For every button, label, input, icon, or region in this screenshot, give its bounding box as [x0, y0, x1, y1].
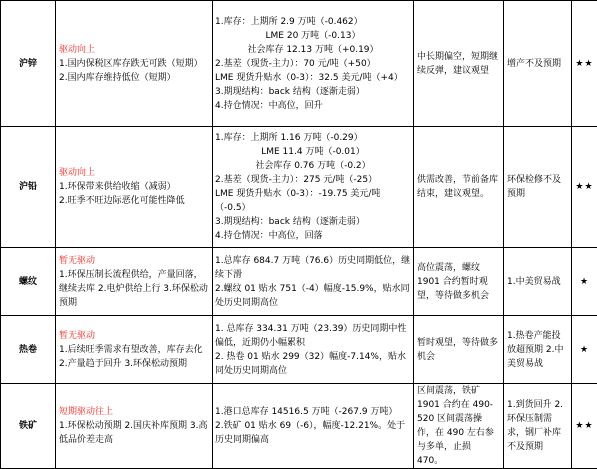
- driver-cell: [56, 127, 213, 248]
- data-line: 2.铁矿 01 贴水 69（-6），幅度-12.21%。处于历史同期偏高: [215, 419, 411, 447]
- data-cell: [213, 316, 414, 384]
- table-row: [1, 127, 597, 248]
- data-cell: [213, 384, 414, 469]
- strategy-cell: 高位震荡，螺纹 1901 合约暂时观望，等待做多机会: [414, 248, 504, 316]
- rating-stars: ★★: [572, 1, 597, 127]
- data-cell: [213, 248, 414, 316]
- strategy-cell: 供需改善，节前备库结束，建议观望。: [414, 127, 504, 248]
- data-line: 1.库存：上期所 2.9 万吨（-0.462）: [215, 15, 411, 29]
- data-line: LME 11.4 万吨（-0.01）: [215, 145, 411, 159]
- data-line: 3.期现结构：back 结构（逐渐走弱）: [215, 215, 411, 229]
- table-row: [1, 316, 597, 384]
- data-line: 4.持仓情况：中高位，回升: [215, 99, 411, 113]
- data-line: 社会库存 0.76 万吨（-0.2）: [215, 159, 411, 173]
- data-line: 社会库存 12.13 万吨（+0.19）: [215, 43, 411, 57]
- data-line: LME 20 万吨（-0.13）: [215, 29, 411, 43]
- data-line: 1.总库存 684.7 万吨（76.6）历史同期低位，继续下滑: [215, 254, 411, 282]
- driver-cell: [56, 248, 213, 316]
- strategy-cell: 中长期偏空，短期继续反弹，建议观望: [414, 1, 504, 127]
- data-line: 1.港口总库存 14516.5 万吨（-267.9 万吨）: [215, 405, 411, 419]
- driver-line: 1.后续旺季需求有望改善，库存去化 2.产量趋于回升 3.环保松动预期: [59, 343, 209, 371]
- risk-cell: 1.热卷产能投放超预期 2.中美贸易战: [504, 316, 572, 384]
- driver-line: 1.环保压制长流程供给，产量回落，继续去库 2.电炉供给上行 3.环保松动预期: [59, 268, 209, 310]
- data-line: 1. 总库存 334.31 万吨（23.39）历史同期中性偏低，近期仍小幅累积: [215, 322, 411, 350]
- driver-cell: [56, 384, 213, 469]
- commodity-name: 螺纹: [1, 248, 56, 316]
- data-line: LME 现货升贴水（0-3）：32.5 美元/吨（+4）: [215, 71, 411, 85]
- rating-stars: ★: [572, 248, 597, 316]
- rating-stars: ★★: [572, 384, 597, 469]
- data-line: 1.库存：上期所 1.16 万吨（-0.29）: [215, 131, 411, 145]
- table-row: [1, 384, 597, 469]
- driver-cell: [56, 1, 213, 127]
- driver-line: 1.国内保税区库存跌无可跌（短期）: [59, 57, 209, 71]
- rating-stars: ★: [572, 316, 597, 384]
- driver-line: 1.环保带来供给收缩（减弱）: [59, 180, 209, 194]
- driver-title: 暂无驱动: [59, 329, 209, 343]
- data-line: 3.期现结构：back 结构（逐渐走弱）: [215, 85, 411, 99]
- data-line: 2. 热卷 01 贴水 299（32）幅度-7.14%，贴水同处历史同期高位: [215, 350, 411, 378]
- commodity-name: 热卷: [1, 316, 56, 384]
- data-cell: [213, 1, 414, 127]
- table-row: [1, 248, 597, 316]
- data-line: 2.基差（现货-主力）：275 元/吨（-25）: [215, 173, 411, 187]
- data-line: LME 现货升贴水（0-3）：-19.75 美元/吨（-0.5）: [215, 187, 411, 215]
- commodity-name: 沪锌: [1, 1, 56, 127]
- risk-cell: 增产不及预期: [504, 1, 572, 127]
- risk-cell: 1.到货回升 2.环保压制需求，钢厂补库不及预期: [504, 384, 572, 469]
- driver-title: 短期驱动往上: [59, 405, 209, 419]
- data-line: 2.基差（现货-主力）：70 元/吨（+50）: [215, 57, 411, 71]
- strategy-cell: 区间震荡，铁矿 1901 合约在 490-520 区间震荡操作，在 490 左右参与多单，止损 470。: [414, 384, 504, 469]
- driver-cell: [56, 316, 213, 384]
- commodity-name: 铁矿: [1, 384, 56, 469]
- risk-cell: 环保检修不及预期: [504, 127, 572, 248]
- risk-cell: 1.中美贸易战: [504, 248, 572, 316]
- driver-line: 1.环保松动预期 2.国庆补库预期 3.高低品价差走高: [59, 419, 209, 447]
- data-cell: [213, 127, 414, 248]
- commodity-name: 沪铅: [1, 127, 56, 248]
- driver-title: 暂无驱动: [59, 254, 209, 268]
- data-line: 4.持仓情况：中高位，回落: [215, 229, 411, 243]
- driver-title: 驱动向上: [59, 43, 209, 57]
- driver-line: 2.国内库存维持低位（短期）: [59, 71, 209, 85]
- rating-stars: ★★: [572, 127, 597, 248]
- data-line: 2.螺纹 01 贴水 751（-4）幅度-15.9%，贴水同处历史同期高位: [215, 282, 411, 310]
- driver-title: 驱动向上: [59, 166, 209, 180]
- table-row: [1, 1, 597, 127]
- driver-line: 2.旺季不旺边际恶化可能性降低: [59, 194, 209, 208]
- strategy-cell: 暂时观望，等待做多机会: [414, 316, 504, 384]
